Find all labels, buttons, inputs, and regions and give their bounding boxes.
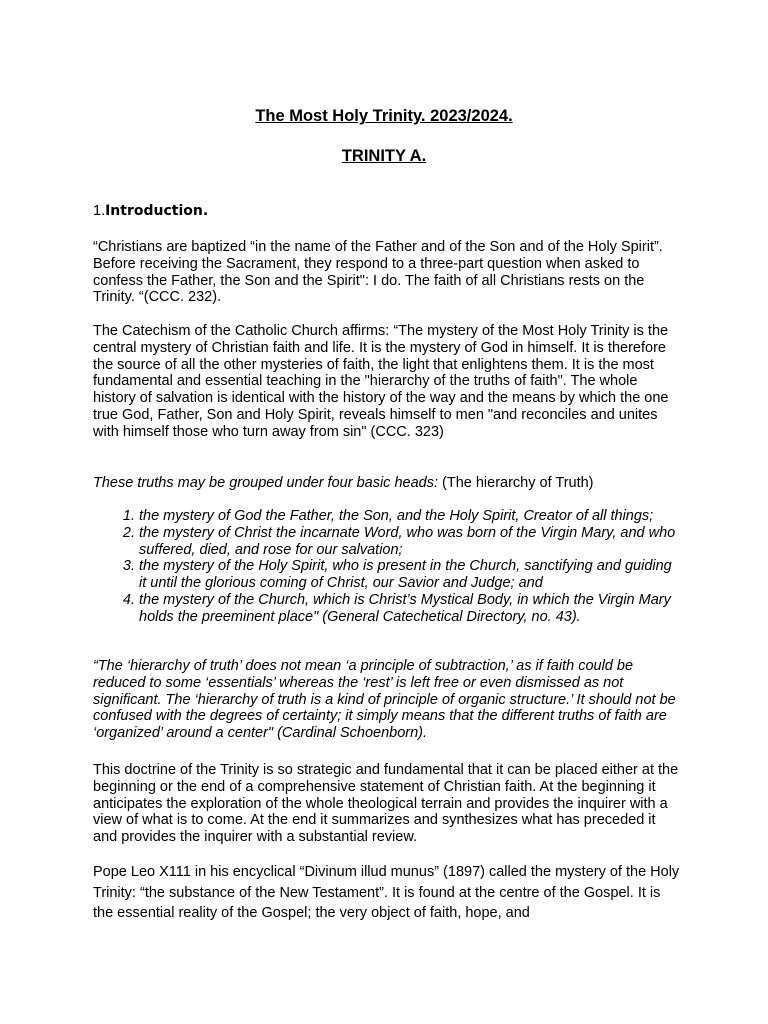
section-heading: [93, 203, 208, 219]
list-item: 3. the mystery of the Holy Spirit, who is present in the Church, sanctifying and guiding it until the glorious coming of Christ, our Savior and Judge; and: [139, 558, 683, 592]
paragraph-hierarchy-quote: “The ‘hierarchy of truth’ does not mean ‘a principle of subtraction,’ as if faith could be reduced to some ‘essentials’ whereas the ‘rest’ is left free or even dismissed as not significant. The ‘hierarchy of truth is a kind of principle of organic structure.’ It should not be confused with the degrees of certainty; it simply means that the different truths of faith are ‘organized’ around a center" (Cardinal Schoenborn).: [93, 658, 676, 742]
list-item: 1. the mystery of God the Father, the Son, and the Holy Spirit, Creator of all things;: [139, 508, 683, 525]
truths-intro-rest: (The hierarchy of Truth): [437, 475, 594, 491]
document-subtitle: TRINITY A.: [341, 147, 427, 165]
paragraph-pope-leo: Pope Leo X111 in his encyclical “Divinum illud munus” (1897) called the mystery of the Holy Trinity: “the substance of the New Testament”. It is found at the centre of the Gospel. It is the essential reality of the Gospel; the very object of faith, hope, and: [93, 864, 680, 921]
paragraph-doctrine: This doctrine of the Trinity is so strategic and fundamental that it can be placed either at the beginning or the end of a comprehensive statement of Christian faith. At the beginning it anticipates the exploration of the whole theological terrain and provides the inquirer with a view of what is to come. At the end it summarizes and synthesizes what has preceded it and provides the inquirer with a substantial review.: [93, 762, 679, 846]
section-number: 1.: [93, 203, 106, 219]
paragraph-baptism: “Christians are baptized “in the name of the Father and of the Son and of the Holy Spirit”. Before receiving the Sacrament, they respond to a three-part question when asked to confess the Father, the Son and the Spirit": I do. The faith of all Christians rests on the Trinity. “(CCC. 232).: [93, 239, 663, 306]
section-label: Introduction.: [105, 203, 209, 219]
truths-intro-italic: These truths may be grouped under four basic heads:: [93, 475, 438, 491]
paragraph-catechism: The Catechism of the Catholic Church affirms: “The mystery of the Most Holy Trinity is the central mystery of Christian faith and life. It is the mystery of God in himself. It is therefore the source of all the other mysteries of faith, the light that enlightens them. It is the most fundamental and essential teaching in the "hierarchy of the truths of faith". The whole history of salvation is identical with the history of the way and the means by which the one true God, Father, Son and Holy Spirit, reveals himself to men "and reconciles and unites with himself those who turn away from sin" (CCC. 323): [93, 323, 669, 440]
document-title: The Most Holy Trinity. 2023/2024.: [255, 107, 513, 125]
list-item: 2. the mystery of Christ the incarnate Word, who was born of the Virgin Mary, and who suffered, died, and rose for our salvation;: [139, 525, 683, 559]
list-item: 4. the mystery of the Church, which is Christ’s Mystical Body, in which the Virgin Mary holds the preeminent place" (General Catechetical Directory, no. 43).: [139, 592, 683, 626]
truths-list: [93, 508, 683, 626]
paragraph-truths-intro: [93, 475, 683, 492]
